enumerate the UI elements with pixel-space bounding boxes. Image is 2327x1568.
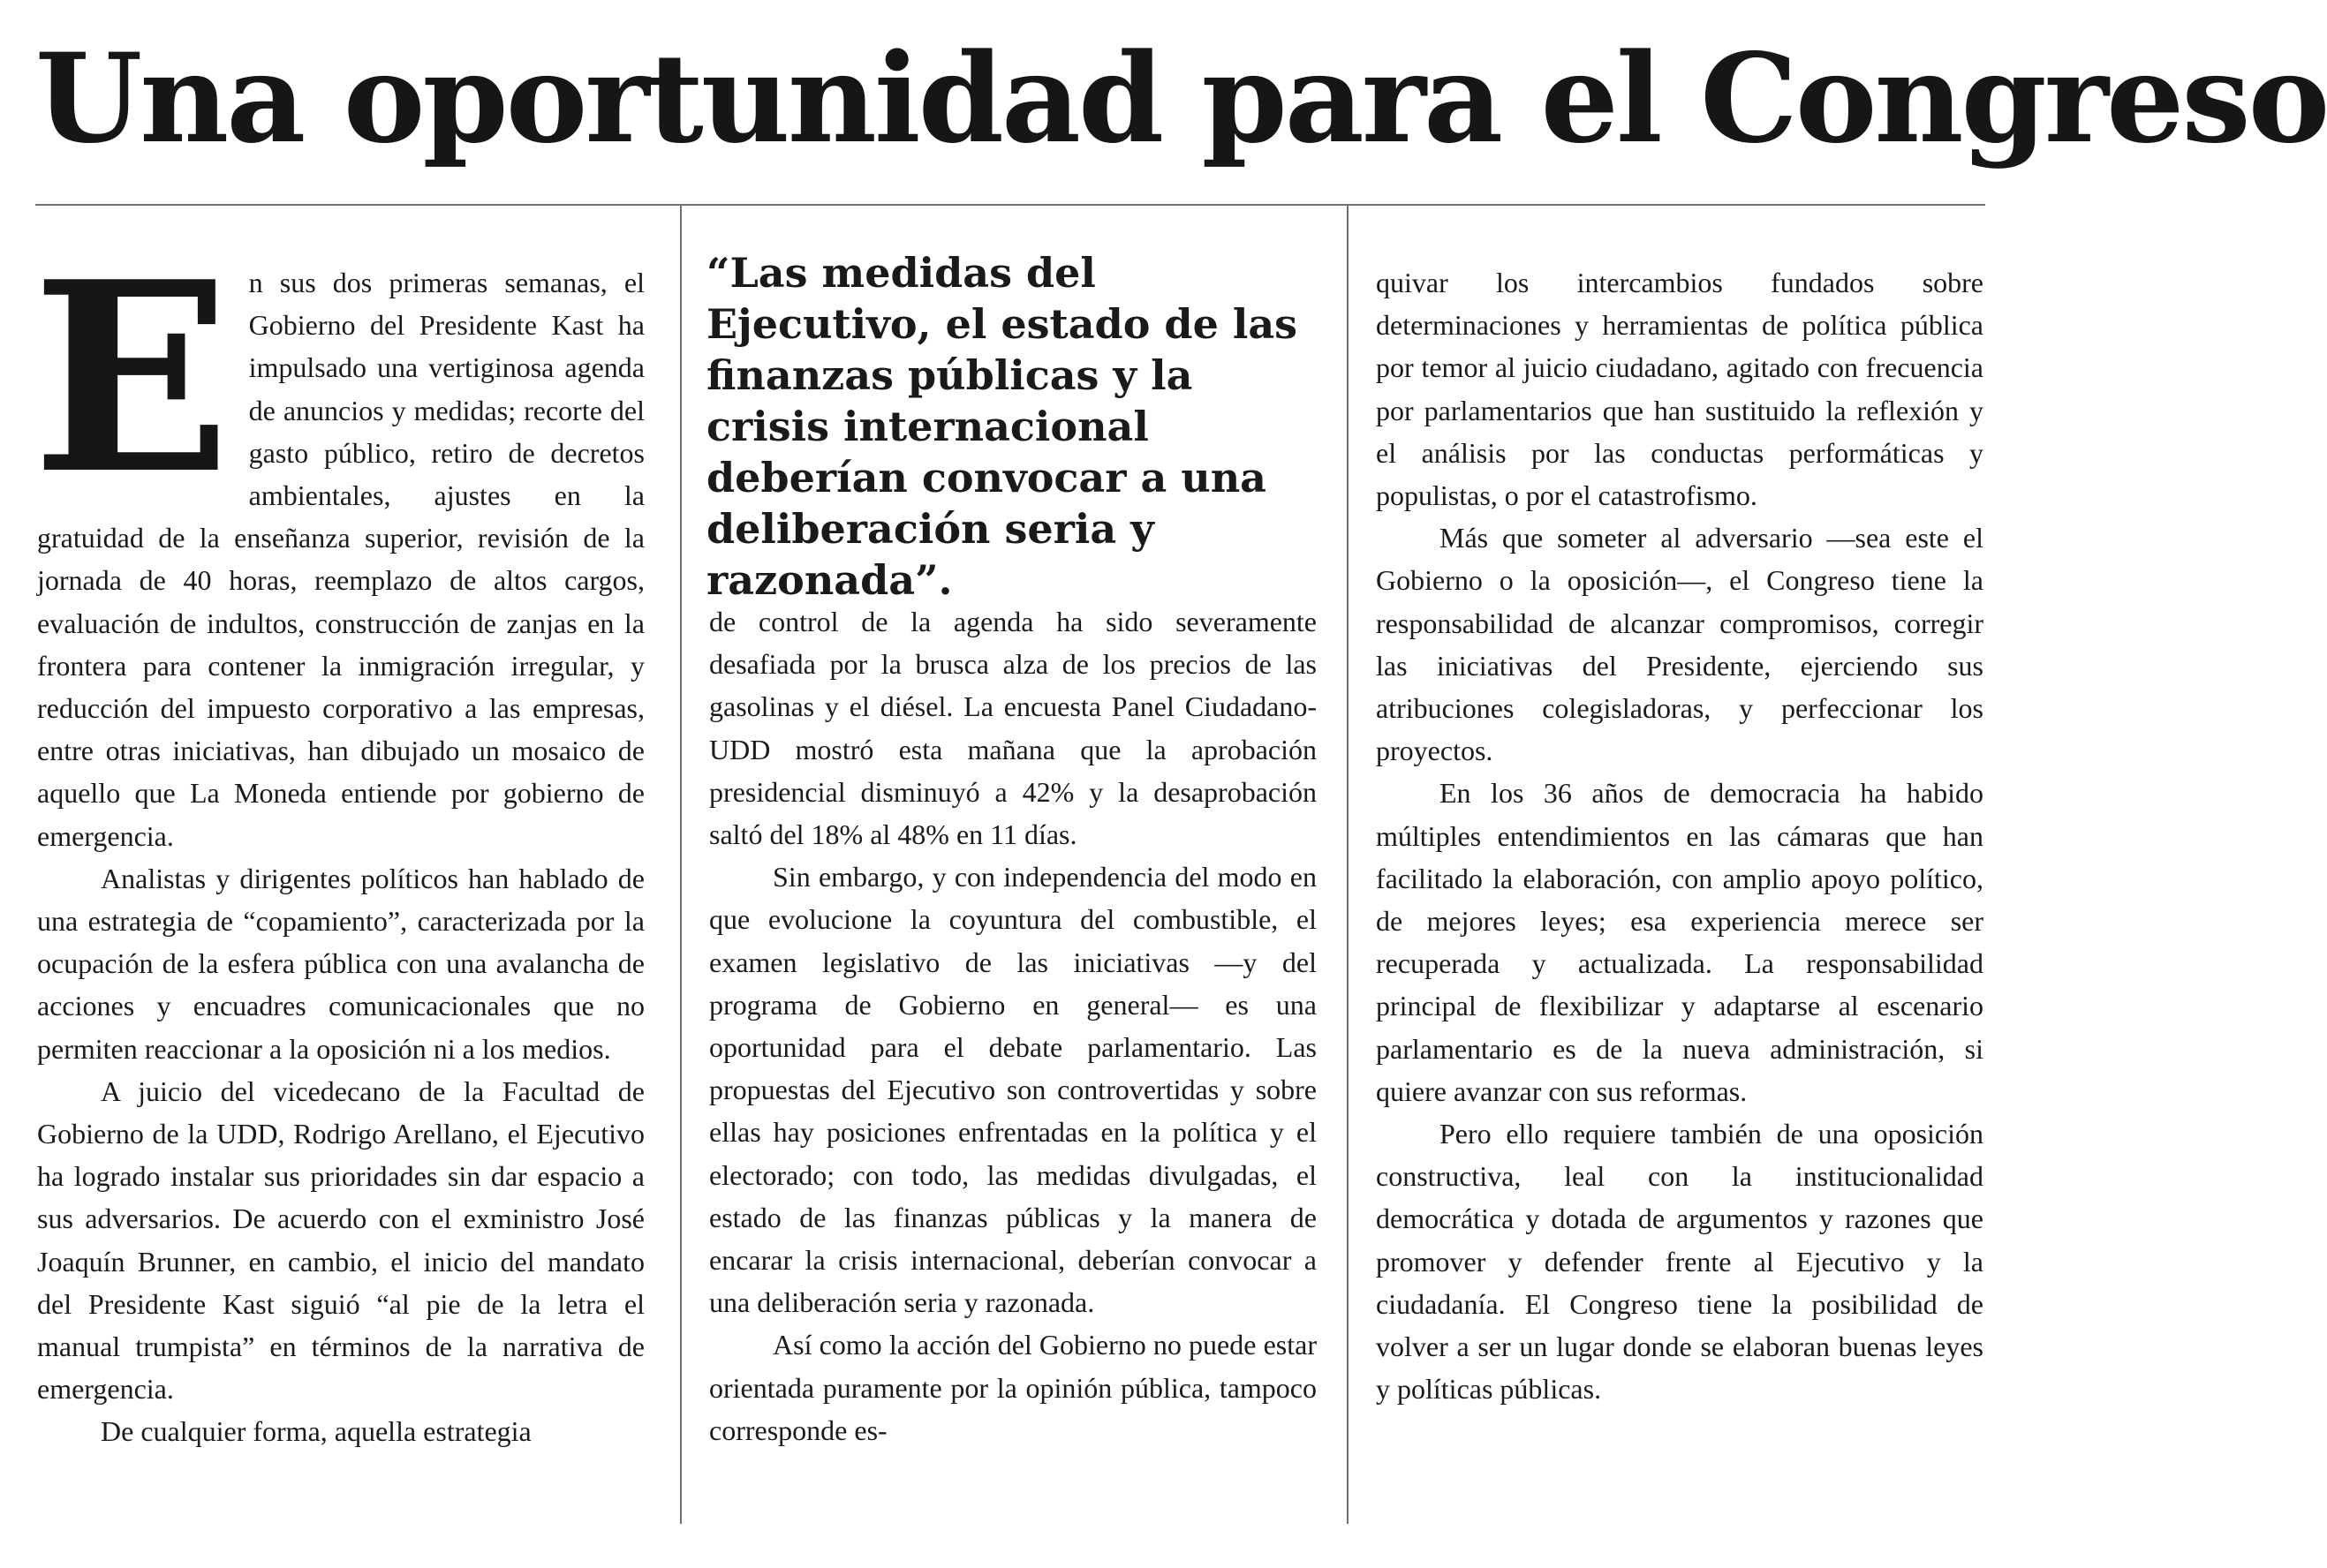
drop-cap: E: [32, 224, 231, 531]
paragraph: Sin embargo, y con independencia del modo en que evolucione la coyuntura del combustible, el examen legislativo de las iniciativas —y del programa de Gobierno en general— es una oportunidad para el debate parlamentario. Las propuestas del Ejecutivo son controvertidas y sobre ellas hay posiciones enfrentadas en la política y el electorado; con todo, las medidas divulgadas, el estado de las finanzas públicas y la manera de encarar la crisis internacional, deberían convocar a una deliberación seria y razonada.: [709, 861, 1317, 1319]
article-column-1: [32, 224, 645, 1453]
article-column-3: [1376, 261, 1983, 1410]
paragraph: Así como la acción del Gobierno no puede estar orientada puramente por la opinión pública, tampoco corresponde es-: [709, 1329, 1317, 1446]
paragraph: de control de la agenda ha sido severamente desafiada por la brusca alza de los precios de las gasolinas y el diésel. La encuesta Panel Ciudadano-UDD mostró esta mañana que la aprobación presidencial disminuyó a 42% y la desaprobación saltó del 18% al 48% en 11 días.: [709, 606, 1317, 851]
article-headline: Una oportunidad para el Congreso: [35, 26, 2327, 170]
paragraph: Analistas y dirigentes políticos han hablado de una estrategia de “copamiento”, caracterizada por la ocupación de la esfera pública con una avalancha de acciones y encuadres comunicacionales que no permiten reaccionar a la oposición ni a los medios.: [37, 862, 645, 1065]
paragraph: n sus dos primeras semanas, el Gobierno del Presidente Kast ha impulsado una vertiginosa agenda de anuncios y medidas; recorte del gasto público, retiro de decretos ambientales, ajustes en la gratuidad de la enseñanza superior, revisión de la jornada de 40 horas, reemplazo de altos cargos, evaluación de indultos, construcción de zanjas en la frontera para contener la inmigración irregular, y reducción del impuesto corporativo a las empresas, entre otras iniciativas, han dibujado un mosaico de aquello que La Moneda entiende por gobierno de emergencia.: [37, 267, 645, 852]
paragraph: A juicio del vicedecano de la Facultad de Gobierno de la UDD, Rodrigo Arellano, el Ejecutivo ha logrado instalar sus prioridades sin dar espacio a sus adversarios. De acuerdo con el exministro José Joaquín Brunner, en cambio, el inicio del mandato del Presidente Kast siguió “al pie de la letra el manual trumpista” en términos de la narrativa de emergencia.: [37, 1074, 645, 1406]
paragraph: En los 36 años de democracia ha habido múltiples entendimientos en las cámaras que han facilitado la elaboración, con amplio apoyo político, de mejores leyes; esa experiencia merece ser recuperada y actualizada. La responsabilidad principal de flexibilizar y adaptarse al escenario parlamentario es de la nueva administración, si quiere avanzar con sus reformas.: [1376, 777, 1983, 1107]
paragraph: quivar los intercambios fundados sobre determinaciones y herramientas de política pública por temor al juicio ciudadano, agitado con frecuencia por parlamentarios que han sustituido la reflexión y el análisis por las conductas performáticas y populistas, o por el catastrofismo.: [1376, 267, 1983, 512]
paragraph: Pero ello requiere también de una oposición constructiva, leal con la institucionalidad democrática y dotada de argumentos y razones que promover y defender frente al Ejecutivo y la ciudadanía. El Congreso tiene la posibilidad de volver a ser un lugar donde se elaboran buenas leyes y políticas públicas.: [1376, 1118, 1983, 1406]
pull-quote: “Las medidas del Ejecutivo, el estado de las finanzas públicas y la crisis internacional deberían convocar a una deliberación seria y razonada”.: [706, 249, 1298, 604]
column-divider-1: [680, 206, 682, 1524]
headline-divider: [35, 204, 1985, 206]
column-divider-2: [1347, 206, 1349, 1524]
paragraph: De cualquier forma, aquella estrategia: [101, 1415, 532, 1448]
article-column-2: [709, 600, 1317, 1451]
paragraph: Más que someter al adversario —sea este el Gobierno o la oposición—, el Congreso tiene la responsabilidad de alcanzar compromisos, corregir las iniciativas del Presidente, ejerciendo sus atribuciones colegisladoras, y perfeccionar los proyectos.: [1376, 522, 1983, 767]
